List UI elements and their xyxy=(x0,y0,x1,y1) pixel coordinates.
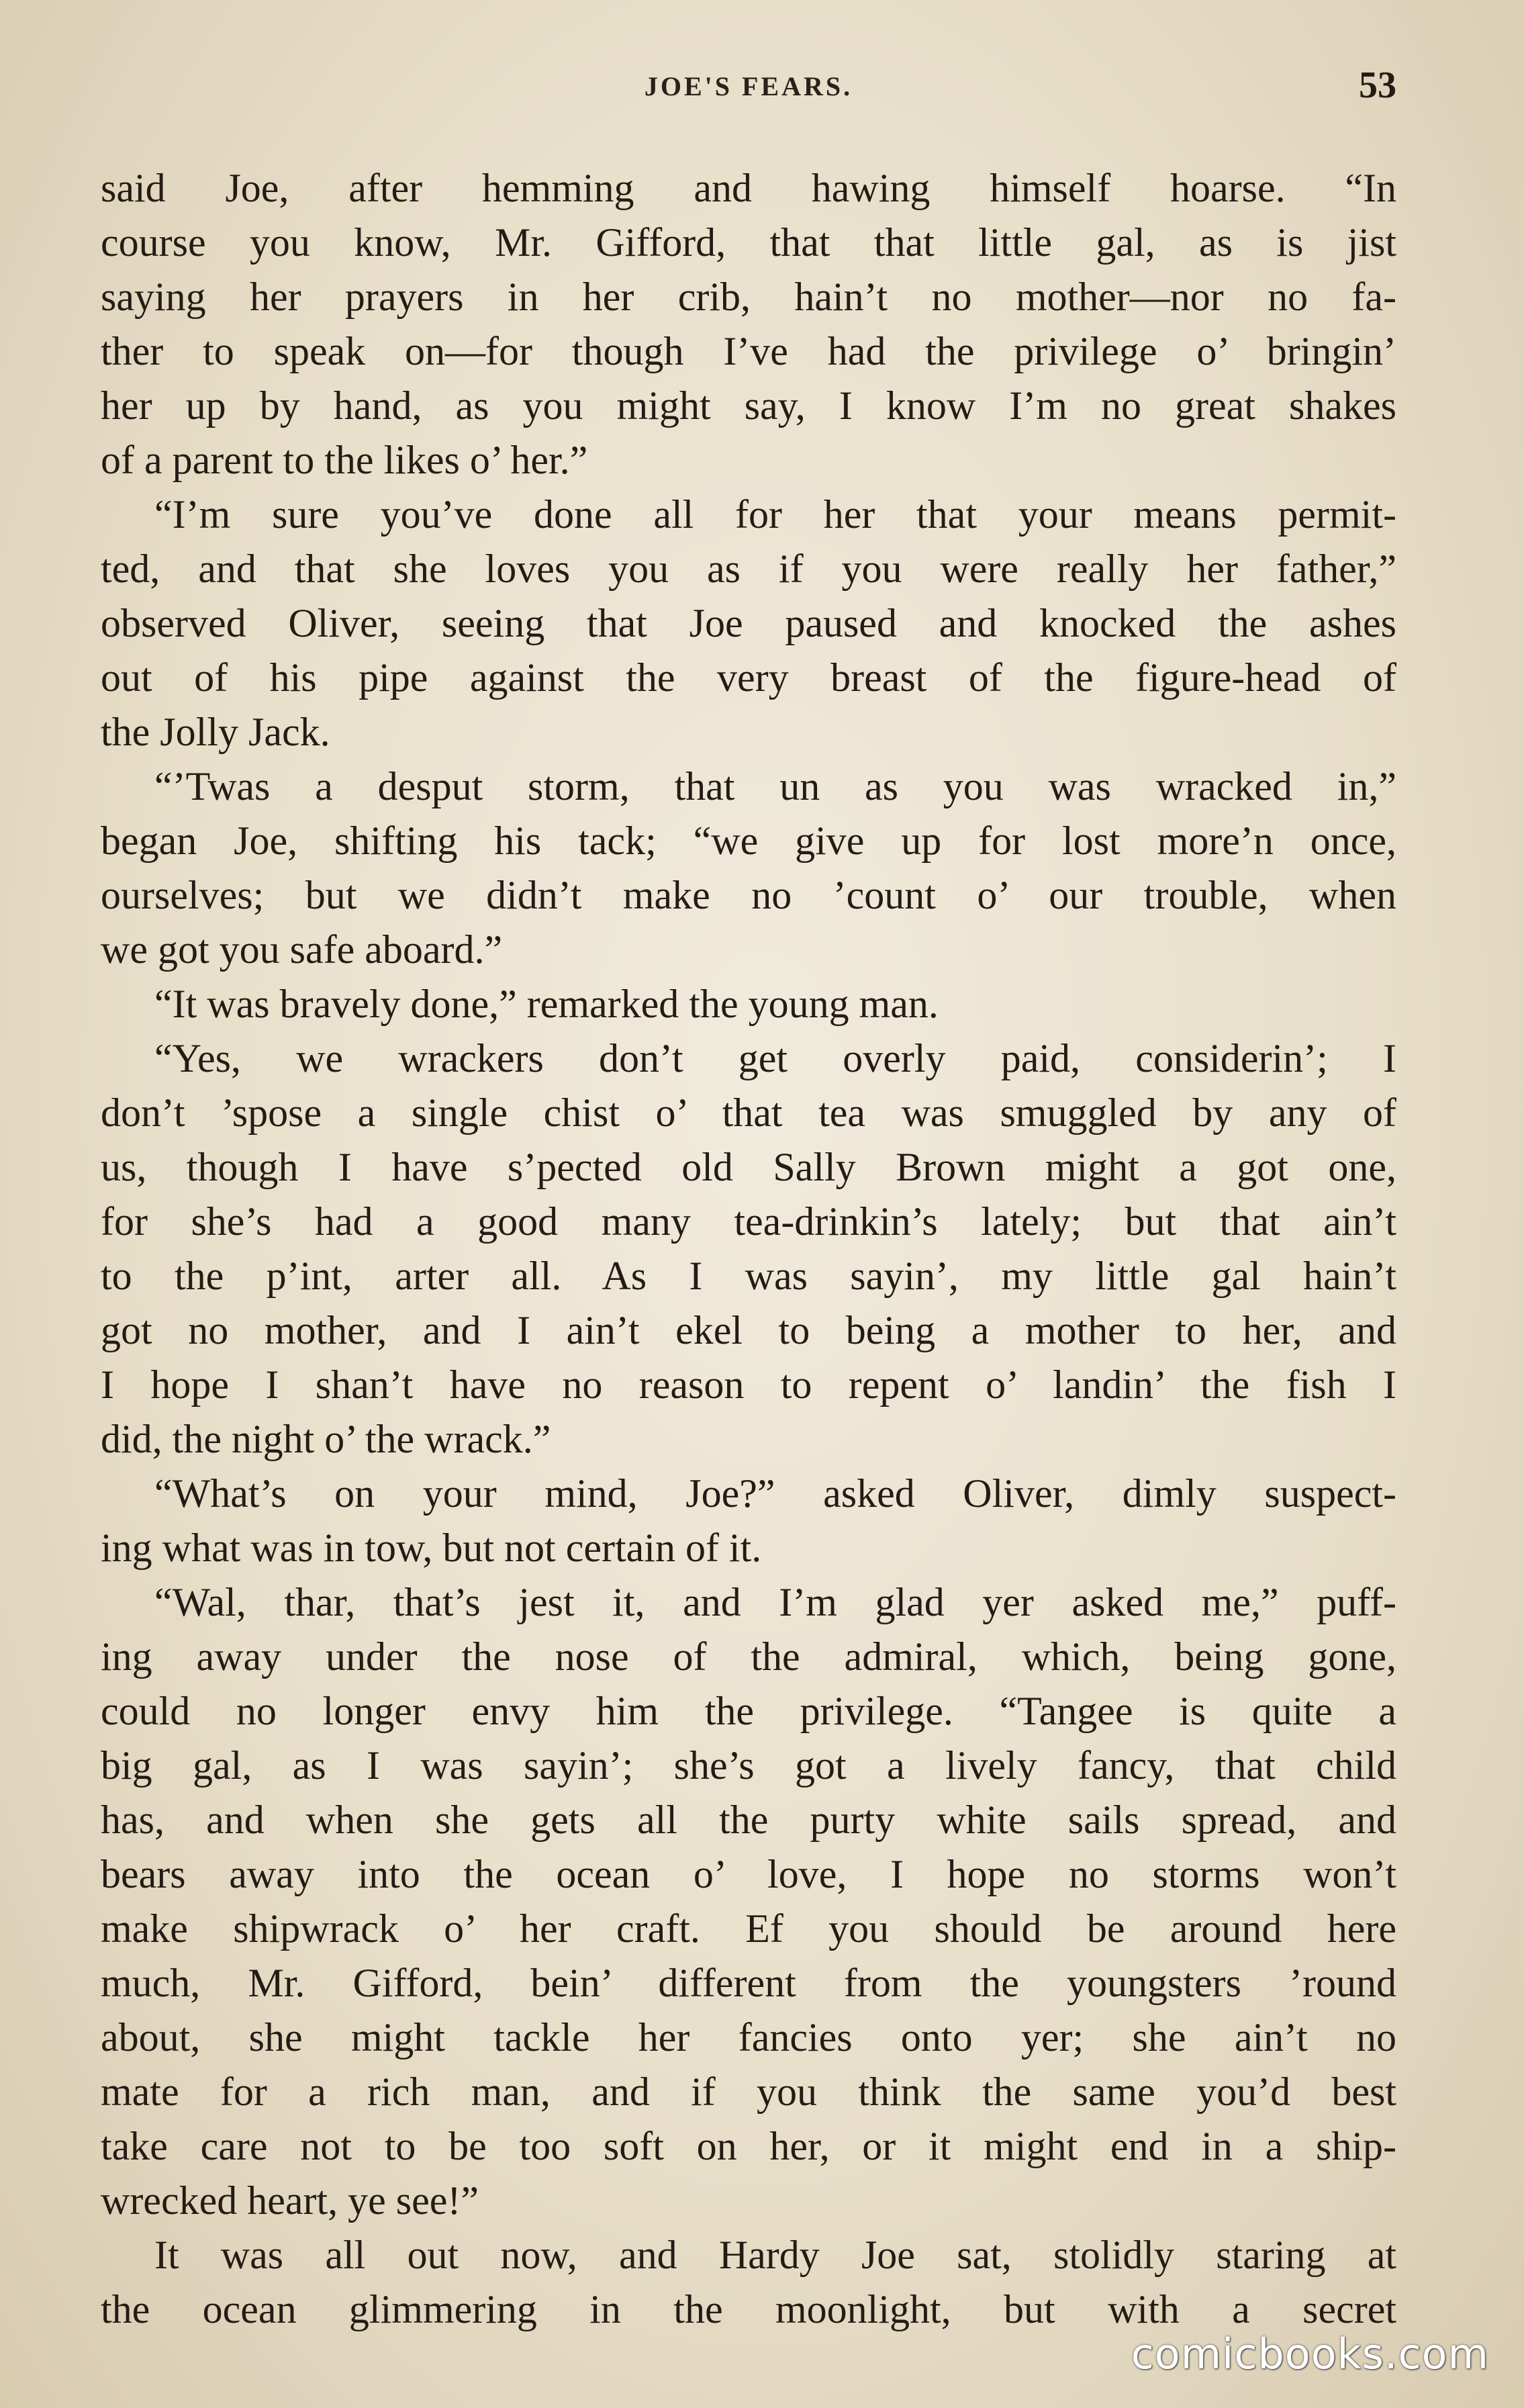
text-line: “’Twas a desput storm, that un as you was wracked in,” xyxy=(154,764,1396,808)
text-line: got no mother, and I ain’t ekel to being a mother to her, and xyxy=(101,1308,1396,1352)
text-line: It was all out now, and Hardy Joe sat, stolidly staring at xyxy=(154,2233,1396,2277)
text-line: make shipwrack o’ her craft. Ef you should be around here xyxy=(101,1906,1396,1951)
text-line: the Jolly Jack. xyxy=(101,710,330,754)
text-line: ing what was in tow, but not certain of it. xyxy=(101,1526,762,1570)
text-line: ted, and that she loves you as if you were really her father,” xyxy=(101,547,1396,591)
text-line: said Joe, after hemming and hawing himself hoarse. “In xyxy=(101,166,1396,210)
text-line: ther to speak on—for though I’ve had the privilege o’ bringin’ xyxy=(101,329,1396,373)
text-line: us, though I have s’pected old Sally Brown might a got one, xyxy=(101,1145,1396,1189)
text-line: about, she might tackle her fancies onto yer; she ain’t no xyxy=(101,2015,1396,2059)
text-line: “What’s on your mind, Joe?” asked Oliver, dimly suspect- xyxy=(154,1471,1396,1516)
text-line: don’t ’spose a single chist o’ that tea was smuggled by any of xyxy=(101,1091,1396,1135)
page-number: 53 xyxy=(1359,64,1396,106)
text-line: of a parent to the likes o’ her.” xyxy=(101,438,588,482)
text-line: wrecked heart, ye see!” xyxy=(101,2178,479,2223)
page-header xyxy=(101,64,1396,118)
text-line: began Joe, shifting his tack; “we give up for lost more’n once, xyxy=(101,819,1396,863)
text-line: I hope I shan’t have no reason to repent o’ landin’ the fish I xyxy=(101,1362,1396,1407)
text-line: bears away into the ocean o’ love, I hope no storms won’t xyxy=(101,1852,1396,1896)
running-head: JOE'S FEARS. xyxy=(644,71,853,101)
text-line: “It was bravely done,” remarked the young man. xyxy=(154,982,939,1026)
text-line: big gal, as I was sayin’; she’s got a lively fancy, that child xyxy=(101,1743,1396,1788)
text-line: course you know, Mr. Gifford, that that little gal, as is jist xyxy=(101,220,1396,265)
text-line: “Yes, we wrackers don’t get overly paid, considerin’; I xyxy=(154,1036,1396,1080)
watermark: comicbooks.com xyxy=(1131,2329,1489,2378)
text-line: to the p’int, arter all. As I was sayin’, my little gal hain’t xyxy=(101,1254,1396,1298)
text-line: ing away under the nose of the admiral, which, being gone, xyxy=(101,1634,1396,1679)
text-line: her up by hand, as you might say, I know I’m no great shakes xyxy=(101,383,1396,428)
text-line: ourselves; but we didn’t make no ’count o’ our trouble, when xyxy=(101,873,1396,917)
text-line: the ocean glimmering in the moonlight, but with a secret xyxy=(101,2287,1396,2331)
text-line: observed Oliver, seeing that Joe paused and knocked the ashes xyxy=(101,601,1396,645)
body-text xyxy=(101,161,1396,2337)
text-line: “Wal, thar, that’s jest it, and I’m glad yer asked me,” puff- xyxy=(154,1580,1396,1624)
text-line: mate for a rich man, and if you think the same you’d best xyxy=(101,2070,1396,2114)
text-line: for she’s had a good many tea-drinkin’s lately; but that ain’t xyxy=(101,1199,1396,1244)
text-line: take care not to be too soft on her, or it might end in a ship- xyxy=(101,2124,1396,2168)
text-line: did, the night o’ the wrack.” xyxy=(101,1417,551,1461)
text-line: could no longer envy him the privilege. “Tangee is quite a xyxy=(101,1689,1396,1733)
text-line: we got you safe aboard.” xyxy=(101,927,503,972)
text-line: has, and when she gets all the purty white sails spread, and xyxy=(101,1798,1396,1842)
text-line: out of his pipe against the very breast of the figure-head of xyxy=(101,655,1396,700)
text-line: saying her prayers in her crib, hain’t no mother—nor no fa- xyxy=(101,275,1396,319)
text-line: “I’m sure you’ve done all for her that your means permit- xyxy=(154,492,1396,537)
text-line: much, Mr. Gifford, bein’ different from the youngsters ’round xyxy=(101,1961,1396,2005)
